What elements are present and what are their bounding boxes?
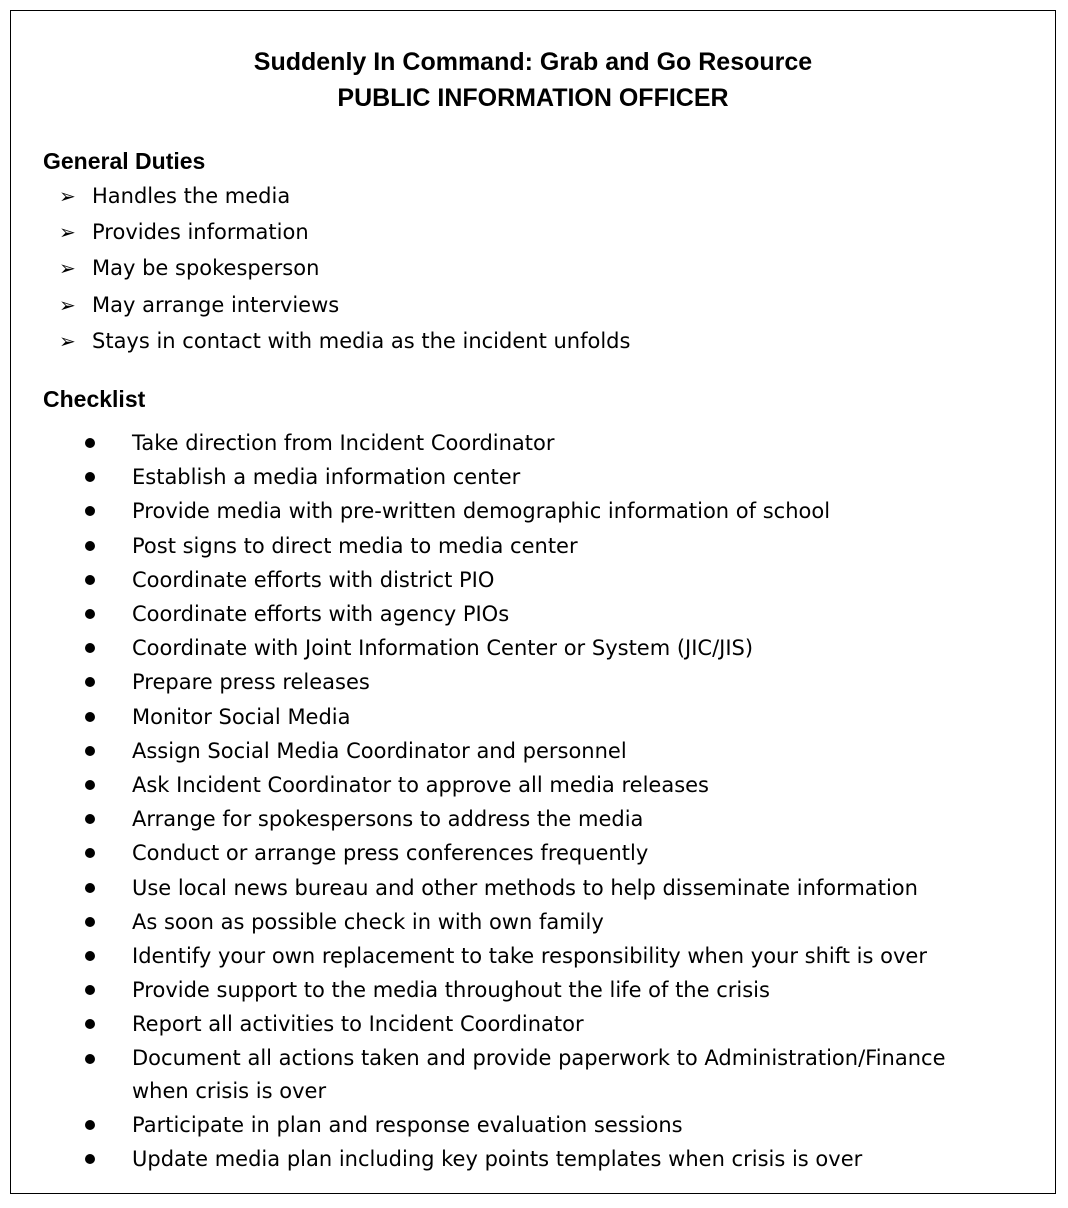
checklist-text: Coordinate efforts with agency PIOs: [132, 602, 510, 627]
list-item: [75, 597, 1002, 631]
list-item: [75, 529, 1002, 563]
list-item: [75, 700, 1002, 734]
checklist-text: As soon as possible check in with own family: [132, 909, 604, 934]
checklist-text: Prepare press releases: [132, 670, 370, 695]
bullet-dot-icon: [85, 541, 95, 551]
list-item: [75, 1142, 1002, 1176]
bullet-dot-icon: [85, 917, 95, 927]
checklist-text: Conduct or arrange press conferences frequently: [132, 841, 649, 866]
bullet-dot-icon: [85, 985, 95, 995]
checklist-text: Provide support to the media throughout the life of the crisis: [132, 978, 770, 1003]
list-item: [59, 178, 630, 214]
checklist-text: Identify your own replacement to take responsibility when your shift is over: [132, 944, 927, 969]
bullet-dot-icon: [85, 712, 95, 722]
bullet-dot-icon: [85, 1019, 95, 1029]
bullet-dot-icon: [85, 677, 95, 687]
checklist-text: Assign Social Media Coordinator and personnel: [132, 738, 627, 763]
document-title: Suddenly In Command: Grab and Go Resource: [253, 48, 813, 76]
checklist-heading: Checklist: [43, 386, 146, 412]
duty-text: May be spokesperson: [92, 256, 320, 281]
list-item: [75, 836, 1002, 870]
list-item: [59, 250, 630, 286]
list-item: [75, 734, 1002, 768]
bullet-dot-icon: [85, 472, 95, 482]
duty-text: Provides information: [92, 220, 309, 245]
arrow-bullet-icon: ➢: [59, 292, 76, 317]
checklist-text: Post signs to direct media to media center: [132, 533, 578, 558]
bullet-dot-icon: [85, 848, 95, 858]
list-item: [59, 214, 630, 250]
checklist-text: Coordinate with Joint Information Center or System (JIC/JIS): [132, 636, 754, 661]
general-duties-list: [59, 178, 630, 359]
arrow-bullet-icon: ➢: [59, 184, 76, 209]
document-frame: [10, 10, 1056, 1194]
list-item: [75, 871, 1002, 905]
list-item: [75, 768, 1002, 802]
checklist-text: Ask Incident Coordinator to approve all media releases: [132, 773, 709, 798]
bullet-dot-icon: [85, 506, 95, 516]
list-item: [75, 563, 1002, 597]
bullet-dot-icon: [85, 883, 95, 893]
list-item: [75, 1007, 1002, 1041]
bullet-dot-icon: [85, 438, 95, 448]
list-item: [75, 939, 1002, 973]
checklist-text: Update media plan including key points templates when crisis is over: [132, 1146, 863, 1171]
arrow-bullet-icon: ➢: [59, 328, 76, 353]
duty-text: Stays in contact with media as the incident unfolds: [92, 328, 631, 353]
bullet-dot-icon: [85, 746, 95, 756]
list-item: [59, 323, 630, 359]
checklist-text: Monitor Social Media: [132, 704, 351, 729]
checklist-text: Report all activities to Incident Coordinator: [132, 1012, 584, 1037]
list-item: [75, 802, 1002, 836]
bullet-dot-icon: [85, 643, 95, 653]
arrow-bullet-icon: ➢: [59, 220, 76, 245]
checklist-text: Document all actions taken and provide paperwork to Administration/Finance when crisis is over: [132, 1045, 946, 1103]
checklist-text: Provide media with pre-written demographic information of school: [132, 499, 831, 524]
list-item: [75, 494, 1002, 528]
checklist-text: Use local news bureau and other methods to help disseminate information: [132, 875, 918, 900]
bullet-dot-icon: [85, 575, 95, 585]
list-item: [75, 460, 1002, 494]
bullet-dot-icon: [85, 1154, 95, 1164]
bullet-dot-icon: [85, 814, 95, 824]
list-item: [75, 1108, 1002, 1142]
bullet-dot-icon: [85, 609, 95, 619]
bullet-dot-icon: [85, 780, 95, 790]
list-item: [75, 973, 1002, 1007]
bullet-dot-icon: [85, 1054, 95, 1064]
arrow-bullet-icon: ➢: [59, 256, 76, 281]
bullet-dot-icon: [85, 1120, 95, 1130]
general-duties-heading: General Duties: [43, 148, 206, 174]
checklist-text: Coordinate efforts with district PIO: [132, 567, 495, 592]
document-subtitle: PUBLIC INFORMATION OFFICER: [337, 84, 729, 112]
checklist-text: Participate in plan and response evaluation sessions: [132, 1112, 683, 1137]
duty-text: May arrange interviews: [92, 292, 340, 317]
duty-text: Handles the media: [92, 184, 291, 209]
list-item: [75, 905, 1002, 939]
checklist-text: Establish a media information center: [132, 465, 521, 490]
list-item: [75, 631, 1002, 665]
checklist-text: Take direction from Incident Coordinator: [132, 431, 555, 455]
checklist-list: [75, 426, 1002, 1176]
list-item: [75, 426, 1002, 460]
list-item: [59, 287, 630, 323]
checklist-text: Arrange for spokespersons to address the media: [132, 807, 644, 832]
bullet-dot-icon: [85, 951, 95, 961]
list-item: [75, 1042, 1002, 1108]
list-item: [75, 665, 1002, 699]
